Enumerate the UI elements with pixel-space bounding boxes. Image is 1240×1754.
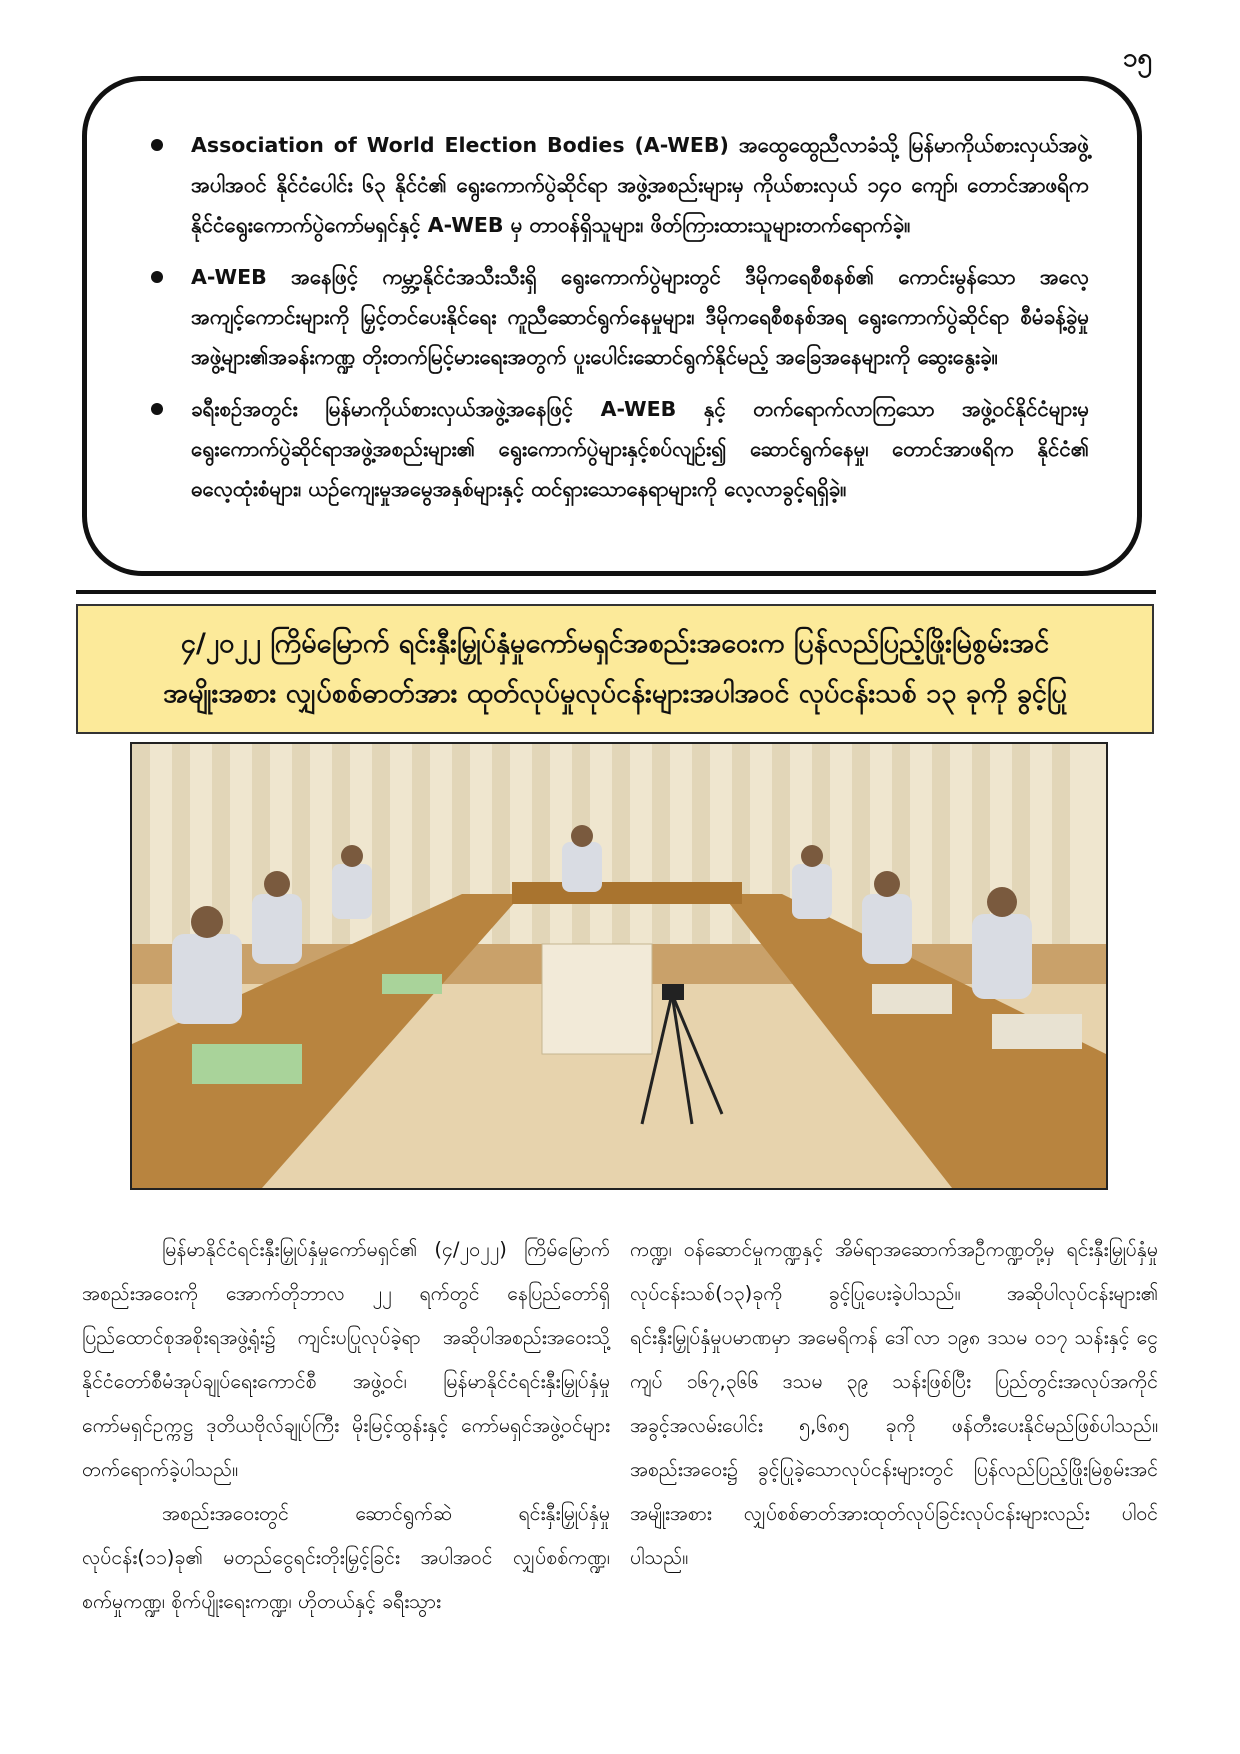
bullet-dot-icon [151,271,163,283]
headline-line-1: ၄/၂၀၂၂ ကြိမ်မြောက် ရင်းနှီးမြှုပ်နှံမှုကော်မရှင်အစည်းအဝေးက ပြန်လည်ပြည့်ဖြိုးမြဲစွမ်းအင် [180,628,1050,659]
meeting-photo [130,742,1108,1190]
bullet-item [147,389,1089,509]
bullet-dot-icon [151,139,163,151]
headline-box [76,604,1154,734]
article-right-column [630,1228,1158,1580]
bullet-item [147,257,1089,377]
article-left-column [82,1228,610,1624]
meeting-room-illustration [132,744,1106,1188]
article-paragraph: မြန်မာနိုင်ငံရင်းနှီးမြှုပ်နှံမှုကော်မရှင်၏ (၄/၂၀၂၂) ကြိမ်မြောက် အစည်းအဝေးကို အောက်တိုဘာလ ၂၂ ရက်တွင် နေပြည်တော်ရှိ ပြည်ထောင်စုအစိုးရအဖွဲ့ရုံး၌ ကျင်းပပြုလုပ်ခဲ့ရာ အဆိုပါအစည်းအဝေးသို့ နိုင်ငံတော်စီမံအုပ်ချုပ်ရေးကောင်စီ အဖွဲ့ဝင်၊ မြန်မာနိုင်ငံရင်းနှီးမြှုပ်နှံမှုကော်မရှင်ဥက္ကဋ္ဌ ဒုတိယဗိုလ်ချုပ်ကြီး မိုးမြင့်ထွန်းနှင့် ကော်မရှင်အဖွဲ့ဝင်များ တက်ရောက်ခဲ့ပါသည်။ [82,1238,610,1481]
headline-line-2: အမျိုးအစား လျှပ်စစ်ဓာတ်အား ထုတ်လုပ်မှုလုပ်ငန်းများအပါအဝင် လုပ်ငန်းသစ် ၁၃ ခုကို ခွင့်ပြု [163,678,1067,709]
bullet-box [82,76,1142,576]
bullet-text: ခရီးစဉ်အတွင်း မြန်မာကိုယ်စားလှယ်အဖွဲ့အနေဖြင့် A-WEB နှင့် တက်ရောက်လာကြသော အဖွဲ့ဝင်နိုင်ငံများမှ ရွေးကောက်ပွဲဆိုင်ရာအဖွဲ့အစည်းများ၏ ရွေးကောက်ပွဲများနှင့်စပ်လျဉ်း၍ ဆောင်ရွက်နေမှု၊ တောင်အာဖရိက နိုင်ငံ၏ ဓလေ့ထုံးစံများ၊ ယဉ်ကျေးမှုအမွေအနှစ်များနှင့် ထင်ရှားသောနေရာများကို လေ့လာခွင့်ရရှိခဲ့။ [191,397,1089,501]
page-number: ၁၅ [1122,43,1152,73]
bullet-text: A-WEB အနေဖြင့် ကမ္ဘာ့နိုင်ငံအသီးသီးရှိ ရွေးကောက်ပွဲများတွင် ဒီမိုကရေစီစနစ်၏ ကောင်းမွန်သော အလေ့ အကျင့်ကောင်းများကို မြှင့်တင်ပေးနိုင်ရေး ကူညီဆောင်ရွက်နေမှုများ၊ ဒီမိုကရေစီစနစ်အရ ရွေးကောက်ပွဲဆိုင်ရာ စီမံခန့်ခွဲမှုအဖွဲ့များ၏အခန်းကဏ္ဍ တိုးတက်မြင့်မားရေးအတွက် ပူးပေါင်းဆောင်ရွက်နိုင်မည့် အခြေအနေများကို ဆွေးနွေးခဲ့။ [191,265,1089,369]
bullet-item [147,125,1089,245]
article-paragraph: အစည်းအဝေးတွင် ဆောင်ရွက်ဆဲ ရင်းနှီးမြှုပ်နှံမှုလုပ်ငန်း(၁၁)ခု၏ မတည်ငွေရင်းတိုးမြှင့်ခြင်း အပါအဝင် လျှပ်စစ်ကဏ္ဍ၊ စက်မှုကဏ္ဍ၊ စိုက်ပျိုးရေးကဏ္ဍ၊ ဟိုတယ်နှင့် ခရီးသွား [82,1502,610,1613]
headline [145,619,1085,719]
section-divider [76,590,1156,594]
article-paragraph: ကဏ္ဍ၊ ဝန်ဆောင်မှုကဏ္ဍနှင့် အိမ်ရာအဆောက်အဦကဏ္ဍတို့မှ ရင်းနှီးမြှုပ်နှံမှုလုပ်ငန်းသစ်(၁၃)ခုကို ခွင့်ပြုပေးခဲ့ပါသည်။ အဆိုပါလုပ်ငန်းများ၏ ရင်းနှီးမြှုပ်နှံမှုပမာဏမှာ အမေရိကန် ဒေါ်လာ ၁၉၈ ဒသမ ၀၁၇ သန်းနှင့် ငွေကျပ် ၁၆၇,၃၆၆ ဒသမ ၃၉ သန်းဖြစ်ပြီး ပြည်တွင်းအလုပ်အကိုင် အခွင့်အလမ်းပေါင်း ၅,၆၈၅ ခုကို ဖန်တီးပေးနိုင်မည်ဖြစ်ပါသည်။ အစည်းအဝေး၌ ခွင့်ပြုခဲ့သောလုပ်ငန်းများတွင် ပြန်လည်ပြည့်ဖြိုးမြဲစွမ်းအင် အမျိုးအစား လျှပ်စစ်ဓာတ်အားထုတ်လုပ်ခြင်းလုပ်ငန်းများလည်း ပါဝင်ပါသည်။ [630,1238,1158,1569]
bullet-dot-icon [151,403,163,415]
bullet-text: Association of World Election Bodies (A-WEB) အထွေထွေညီလာခံသို့ မြန်မာကိုယ်စားလှယ်အဖွဲ့အပါအဝင် နိုင်ငံပေါင်း ၆၃ နိုင်ငံ၏ ရွေးကောက်ပွဲဆိုင်ရာ အဖွဲ့အစည်းများမှ ကိုယ်စားလှယ် ၁၄၀ ကျော်၊ တောင်အာဖရိက နိုင်ငံရွေးကောက်ပွဲကော်မရှင်နှင့် A-WEB မှ တာဝန်ရှိသူများ၊ ဖိတ်ကြားထားသူများတက်ရောက်ခဲ့။ [191,133,1089,237]
